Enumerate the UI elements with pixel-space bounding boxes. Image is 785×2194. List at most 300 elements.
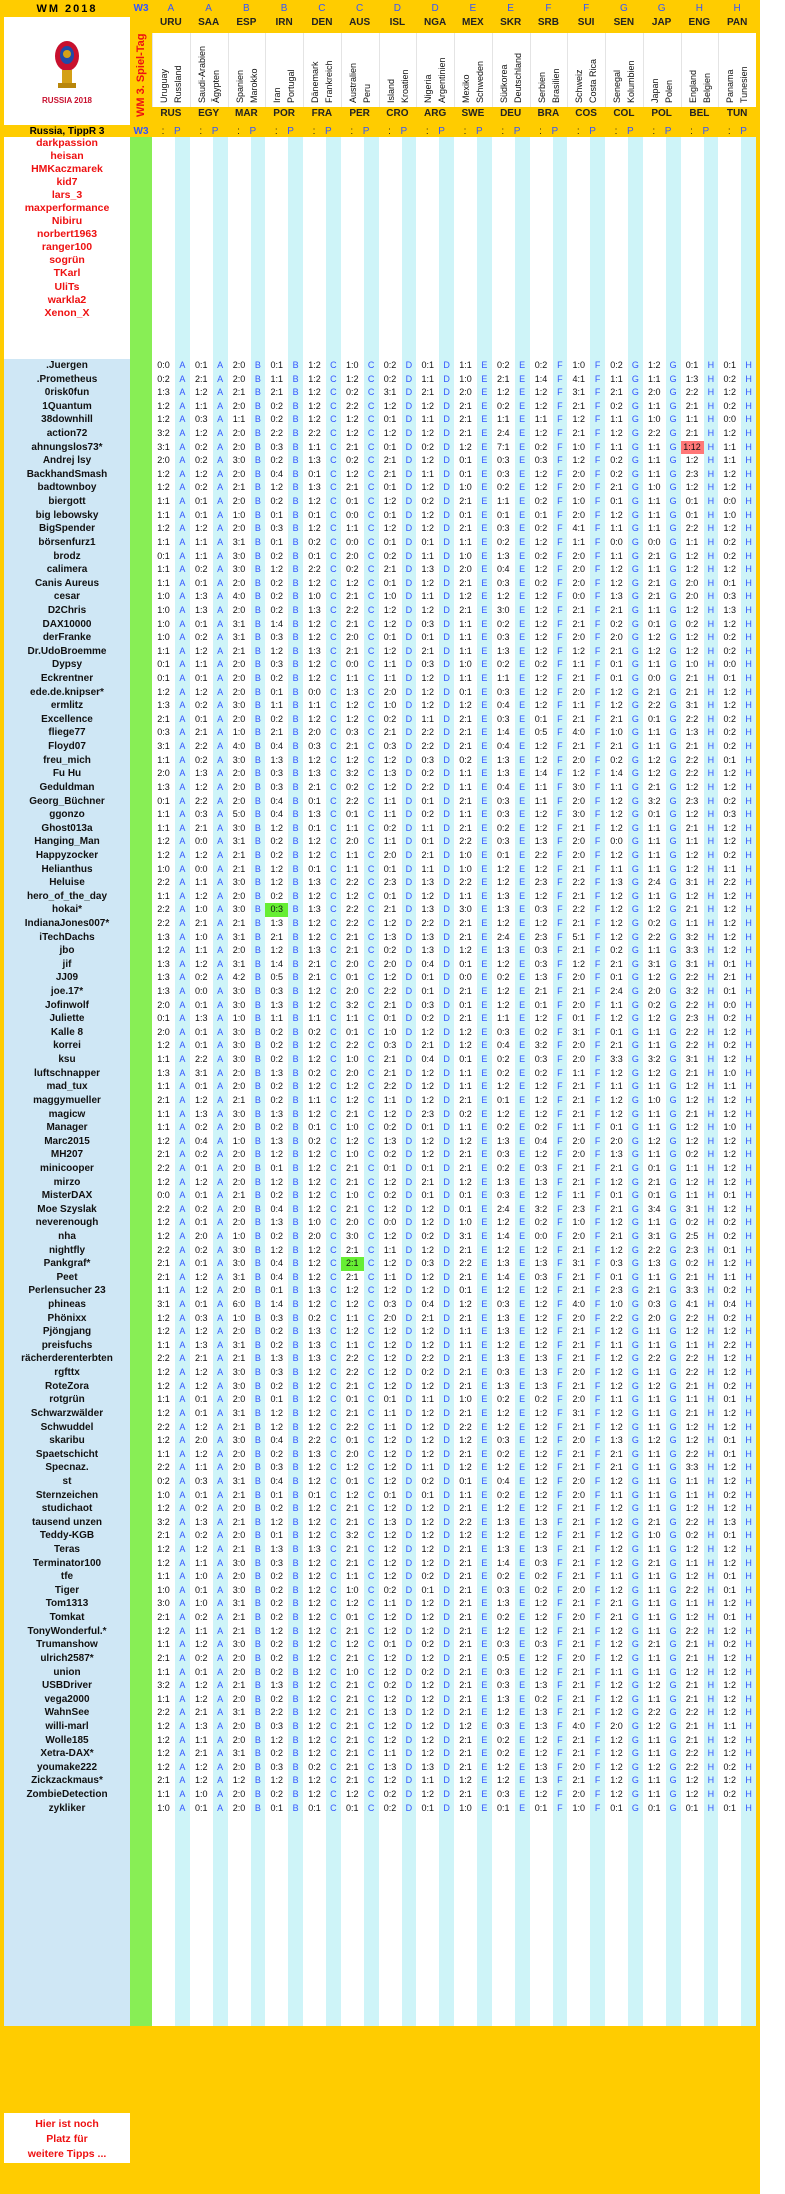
tip-cell bbox=[303, 1325, 341, 1339]
tip-score: 0:1 bbox=[383, 863, 397, 874]
tip-group-letter: A bbox=[179, 550, 186, 561]
tip-cell bbox=[530, 863, 568, 877]
tip-score: 2:1 bbox=[232, 387, 246, 398]
tip-cell bbox=[379, 1666, 417, 1680]
tip-cell bbox=[341, 1352, 379, 1366]
tip-score: 1:2 bbox=[610, 1788, 623, 1799]
tip-group-letter: B bbox=[292, 1380, 299, 1391]
tip-cell bbox=[265, 754, 303, 768]
tip-group-letter: D bbox=[443, 1176, 450, 1187]
tip-cell bbox=[341, 944, 379, 958]
tip-group-letter: C bbox=[330, 1299, 337, 1310]
tip-cell bbox=[379, 1802, 417, 1816]
tip-cell bbox=[454, 1230, 492, 1244]
tip-score: 2:0 bbox=[232, 1448, 246, 1459]
points-separator: : bbox=[312, 126, 316, 137]
tip-score: 2:1 bbox=[572, 673, 585, 684]
tip-group-letter: G bbox=[669, 754, 677, 765]
tip-group-letter: G bbox=[631, 877, 639, 888]
tip-group-letter: B bbox=[292, 877, 299, 888]
tip-group-letter: E bbox=[481, 1081, 488, 1092]
tip-score: 2:2 bbox=[383, 1081, 397, 1092]
tip-cell bbox=[605, 1067, 643, 1081]
tip-cell bbox=[605, 1638, 643, 1652]
tip-score: 0:3 bbox=[496, 1666, 510, 1677]
tip-score: 1:0 bbox=[685, 659, 699, 670]
tip-group-letter: B bbox=[292, 1217, 299, 1228]
tip-cell bbox=[643, 1135, 681, 1149]
tip-group-letter: E bbox=[481, 809, 488, 820]
tip-cell bbox=[492, 536, 530, 550]
tip-score: 1:3 bbox=[534, 1353, 548, 1364]
tip-group-letter: C bbox=[330, 1693, 337, 1704]
tip-cell bbox=[492, 699, 530, 713]
tip-score: 1:3 bbox=[496, 550, 510, 561]
tip-group-letter: G bbox=[669, 1707, 677, 1718]
tip-group-letter: A bbox=[217, 1530, 224, 1541]
tip-cell bbox=[643, 1584, 681, 1598]
tip-cell bbox=[643, 1666, 681, 1680]
tip-score: 1:3 bbox=[496, 645, 510, 656]
tip-cell bbox=[416, 563, 454, 577]
tip-cell bbox=[152, 1802, 190, 1816]
tip-cell bbox=[190, 1448, 228, 1462]
tip-group-letter: H bbox=[707, 550, 715, 561]
tip-group-letter: B bbox=[254, 1802, 261, 1813]
tip-score: 1:1 bbox=[459, 1122, 472, 1133]
points-separator: : bbox=[388, 126, 391, 137]
tip-cell bbox=[152, 713, 190, 727]
tip-group-letter: A bbox=[217, 1761, 224, 1772]
tip-cell bbox=[605, 931, 643, 945]
tip-cell bbox=[228, 577, 266, 591]
tip-score: 1:2 bbox=[610, 564, 623, 575]
tip-group-letter: G bbox=[631, 1258, 639, 1269]
tip-group-letter: C bbox=[367, 632, 375, 643]
tip-cell bbox=[567, 999, 605, 1013]
tip-group-letter: D bbox=[443, 1734, 450, 1745]
tip-cell bbox=[643, 631, 681, 645]
tip-group-letter: F bbox=[557, 1013, 563, 1024]
tip-group-letter: E bbox=[481, 1190, 488, 1201]
tip-cell bbox=[530, 1434, 568, 1448]
tip-score: 1:2 bbox=[157, 945, 170, 956]
tip-cell bbox=[190, 1638, 228, 1652]
tip-score: 1:3 bbox=[308, 1326, 321, 1337]
tip-cell bbox=[190, 1611, 228, 1625]
tip-group-letter: B bbox=[292, 509, 299, 520]
team-code: SRB bbox=[537, 17, 559, 28]
tip-cell bbox=[605, 1352, 643, 1366]
tip-score: 0:1 bbox=[610, 1802, 623, 1813]
tip-group-letter: B bbox=[254, 1707, 261, 1718]
tip-score: 2:0 bbox=[308, 727, 321, 738]
tip-score: 1:2 bbox=[610, 577, 623, 588]
tip-group-letter: A bbox=[217, 400, 224, 411]
tip-score: 0:1 bbox=[383, 1489, 397, 1500]
tip-group-letter: C bbox=[330, 1666, 337, 1677]
tip-cell bbox=[567, 835, 605, 849]
tip-score: 2:1 bbox=[572, 1707, 585, 1718]
tip-group-letter: D bbox=[405, 781, 413, 792]
tip-group-letter: A bbox=[179, 781, 186, 792]
tip-score: 1:2 bbox=[610, 1680, 623, 1691]
tip-score: 3:1 bbox=[572, 1407, 585, 1418]
tip-score: 1:2 bbox=[572, 768, 585, 779]
tip-cell bbox=[152, 427, 190, 441]
tip-cell bbox=[190, 400, 228, 414]
tip-group-letter: B bbox=[254, 1054, 261, 1065]
tip-score: 0:1 bbox=[421, 1802, 434, 1813]
tip-score: 1:2 bbox=[421, 1435, 434, 1446]
tip-cell bbox=[190, 1121, 228, 1135]
tip-score: 2:0 bbox=[194, 1435, 208, 1446]
tip-score: 1:1 bbox=[647, 1693, 661, 1704]
tip-score: 1:2 bbox=[496, 917, 510, 928]
tip-group-letter: B bbox=[292, 1067, 299, 1078]
tip-cell bbox=[530, 1774, 568, 1788]
tip-cell bbox=[492, 1380, 530, 1394]
tip-cell bbox=[379, 386, 417, 400]
tip-cell bbox=[228, 1706, 266, 1720]
tip-group-letter: B bbox=[254, 659, 261, 670]
tip-cell bbox=[265, 454, 303, 468]
tip-group-letter: D bbox=[443, 1258, 450, 1269]
tip-group-letter: F bbox=[557, 1748, 563, 1759]
tip-cell bbox=[341, 1774, 379, 1788]
tip-group-letter: D bbox=[405, 1421, 413, 1432]
tip-score: 0:3 bbox=[496, 836, 510, 847]
tip-score: 0:1 bbox=[685, 496, 699, 507]
tip-score: 1:0 bbox=[308, 1217, 321, 1228]
tip-cell bbox=[152, 903, 190, 917]
tip-score: 0:1 bbox=[194, 1802, 208, 1813]
tip-cell bbox=[379, 1584, 417, 1598]
tip-group-letter: D bbox=[443, 781, 450, 792]
tip-score: 0:1 bbox=[383, 1013, 397, 1024]
tip-cell bbox=[643, 1516, 681, 1530]
tip-cell bbox=[643, 999, 681, 1013]
tip-group-letter: E bbox=[519, 972, 526, 983]
tip-group-letter: A bbox=[179, 1394, 186, 1405]
tip-score: 2:1 bbox=[383, 564, 397, 575]
tip-group-letter: E bbox=[519, 1557, 526, 1568]
tip-cell bbox=[605, 1176, 643, 1190]
tip-group-letter: D bbox=[443, 360, 450, 370]
tip-group-letter: G bbox=[669, 1720, 677, 1731]
tip-score: 0:2 bbox=[496, 1162, 510, 1173]
tip-cell bbox=[530, 1489, 568, 1503]
tip-score: 2:1 bbox=[383, 455, 397, 466]
tip-cell bbox=[228, 359, 266, 373]
tip-score: 0:1 bbox=[345, 1475, 359, 1486]
tip-group-letter: A bbox=[217, 1544, 224, 1555]
tip-cell bbox=[190, 1461, 228, 1475]
tip-group-letter: F bbox=[594, 387, 601, 398]
tip-cell bbox=[416, 1176, 454, 1190]
tip-score: 2:1 bbox=[345, 1775, 359, 1786]
tip-score: 3:1 bbox=[685, 700, 699, 711]
tip-score: 0:0 bbox=[610, 836, 623, 847]
tip-group-letter: H bbox=[707, 564, 715, 575]
tip-cell bbox=[190, 1502, 228, 1516]
tip-score: 1:3 bbox=[308, 945, 321, 956]
tip-cell bbox=[379, 903, 417, 917]
tip-group-letter: C bbox=[330, 428, 337, 439]
tip-score: 1:1 bbox=[421, 713, 434, 724]
tip-score: 1:1 bbox=[572, 536, 585, 547]
tip-score: 1:2 bbox=[534, 591, 548, 602]
tip-group-letter: C bbox=[367, 1203, 375, 1214]
tip-cell bbox=[643, 1012, 681, 1026]
tip-group-letter: F bbox=[594, 1544, 601, 1555]
tip-cell bbox=[190, 1366, 228, 1380]
tip-cell bbox=[492, 931, 530, 945]
tip-cell bbox=[454, 631, 492, 645]
team-code: AUS bbox=[349, 17, 371, 28]
tip-cell bbox=[492, 1216, 530, 1230]
tip-score: 1:3 bbox=[421, 904, 434, 915]
tip-cell bbox=[341, 413, 379, 427]
tip-score: 1:1 bbox=[496, 1013, 510, 1024]
tip-score: 1:2 bbox=[459, 1135, 472, 1146]
tip-score: 1:2 bbox=[157, 836, 170, 847]
tip-group-letter: B bbox=[254, 741, 261, 752]
tip-cell bbox=[341, 1584, 379, 1598]
tip-group-letter: B bbox=[292, 1788, 299, 1799]
tip-cell bbox=[152, 795, 190, 809]
tip-cell bbox=[567, 1053, 605, 1067]
tip-group-letter: E bbox=[519, 618, 526, 629]
tip-score: 1:1 bbox=[647, 1503, 661, 1514]
tip-group-letter: B bbox=[292, 1339, 299, 1350]
tip-group-letter: C bbox=[330, 1162, 337, 1173]
tip-group-letter: B bbox=[292, 1775, 299, 1786]
tip-cell bbox=[681, 740, 719, 754]
tip-score: 1:1 bbox=[647, 1081, 661, 1092]
tip-score: 0:1 bbox=[383, 1394, 397, 1405]
tip-cell bbox=[341, 849, 379, 863]
tip-score: 1:2 bbox=[308, 1258, 321, 1269]
tip-score: 1:2 bbox=[421, 1407, 434, 1418]
tip-group-letter: B bbox=[292, 795, 299, 806]
tip-cell bbox=[152, 740, 190, 754]
tip-score: 1:2 bbox=[534, 400, 548, 411]
tip-cell bbox=[454, 1584, 492, 1598]
tip-group-letter: B bbox=[292, 1462, 299, 1473]
tip-cell bbox=[643, 1203, 681, 1217]
tip-cell bbox=[643, 1543, 681, 1557]
tip-group-letter: A bbox=[217, 1040, 224, 1051]
tip-group-letter: E bbox=[519, 373, 526, 384]
points-separator: : bbox=[727, 126, 731, 137]
tip-score: 1:0 bbox=[459, 482, 472, 493]
tip-score: 1:1 bbox=[459, 536, 472, 547]
tip-cell bbox=[530, 1652, 568, 1666]
tip-group-letter: E bbox=[519, 1462, 526, 1473]
tip-group-letter: A bbox=[217, 1026, 224, 1037]
tip-group-letter: D bbox=[405, 1557, 413, 1568]
tip-group-letter: F bbox=[557, 1203, 563, 1214]
tip-group-letter: C bbox=[330, 1312, 337, 1323]
tip-score: 3:0 bbox=[157, 1598, 170, 1609]
tip-group-letter: E bbox=[481, 1394, 488, 1405]
tip-group-letter: C bbox=[330, 1584, 337, 1595]
tip-score: 1:0 bbox=[194, 1571, 208, 1582]
tip-group-letter: G bbox=[631, 1040, 639, 1051]
tip-score: 1:2 bbox=[383, 917, 397, 928]
tip-group-letter: D bbox=[405, 741, 413, 752]
tip-score: 1:2 bbox=[383, 1367, 397, 1378]
tip-cell bbox=[643, 1067, 681, 1081]
tip-group-letter: E bbox=[519, 1176, 526, 1187]
tip-score: 1:2 bbox=[647, 645, 661, 656]
tip-group-letter: C bbox=[330, 972, 337, 983]
tipper-name: action72 bbox=[46, 428, 88, 440]
tip-score: 2:0 bbox=[572, 509, 585, 520]
tip-cell bbox=[190, 1216, 228, 1230]
tip-cell bbox=[492, 495, 530, 509]
tip-cell bbox=[379, 808, 417, 822]
tip-group-letter: A bbox=[179, 1081, 186, 1092]
team-code: PER bbox=[349, 108, 370, 119]
tip-cell bbox=[492, 1734, 530, 1748]
tip-score: 1:2 bbox=[496, 591, 510, 602]
tip-group-letter: C bbox=[367, 1285, 375, 1296]
tip-score: 1:1 bbox=[194, 945, 208, 956]
tip-group-letter: D bbox=[405, 496, 413, 507]
tip-score: 1:2 bbox=[534, 564, 548, 575]
tip-score: 1:0 bbox=[232, 509, 246, 520]
tip-cell bbox=[303, 359, 341, 373]
tip-cell bbox=[152, 481, 190, 495]
tip-score: 2:1 bbox=[308, 781, 321, 792]
tip-cell bbox=[454, 971, 492, 985]
tip-group-letter: C bbox=[330, 1530, 337, 1541]
pending-tipper-name: heisan bbox=[50, 150, 84, 163]
tip-cell bbox=[416, 509, 454, 523]
tip-cell bbox=[643, 522, 681, 536]
tip-score: 0:2 bbox=[270, 1054, 283, 1065]
tip-score: 0:2 bbox=[270, 1326, 283, 1337]
tip-score: 1:2 bbox=[270, 1244, 283, 1255]
tip-group-letter: F bbox=[557, 1571, 563, 1582]
tip-score: 1:2 bbox=[194, 849, 208, 860]
tip-cell bbox=[379, 1393, 417, 1407]
tip-score: 2:0 bbox=[572, 836, 585, 847]
tip-cell bbox=[454, 781, 492, 795]
tip-score: 1:2 bbox=[194, 890, 208, 901]
tip-cell bbox=[379, 495, 417, 509]
tip-cell bbox=[265, 1012, 303, 1026]
tip-group-letter: B bbox=[292, 1394, 299, 1405]
tip-score: 0:3 bbox=[496, 1680, 510, 1691]
tip-score: 1:1 bbox=[610, 1571, 623, 1582]
tip-cell bbox=[530, 1312, 568, 1326]
tip-group-letter: F bbox=[557, 1407, 563, 1418]
tip-cell bbox=[605, 1135, 643, 1149]
tip-score: 0:2 bbox=[383, 822, 397, 833]
tip-group-letter: D bbox=[405, 618, 413, 629]
tip-cell bbox=[265, 495, 303, 509]
tip-group-letter: F bbox=[594, 713, 601, 724]
tip-score: 1:2 bbox=[421, 1094, 434, 1105]
tip-cell bbox=[341, 1148, 379, 1162]
tip-group-letter: F bbox=[594, 1707, 601, 1718]
tip-cell bbox=[416, 1421, 454, 1435]
tip-cell bbox=[190, 767, 228, 781]
tip-group-letter: A bbox=[179, 945, 186, 956]
matchday-label bbox=[130, 17, 152, 125]
tip-group-letter: A bbox=[179, 1026, 186, 1037]
tip-group-letter: A bbox=[179, 360, 186, 370]
tip-cell bbox=[530, 1094, 568, 1108]
tip-group-letter: B bbox=[292, 536, 299, 547]
tip-cell bbox=[265, 1557, 303, 1571]
tip-score: 1:1 bbox=[194, 1557, 208, 1568]
tip-group-letter: E bbox=[519, 673, 526, 684]
points-cell bbox=[190, 126, 228, 137]
tip-cell bbox=[341, 835, 379, 849]
tip-group-letter: C bbox=[367, 1612, 375, 1623]
tip-cell bbox=[303, 1108, 341, 1122]
tip-group-letter: G bbox=[631, 1149, 639, 1160]
tip-score: 1:1 bbox=[157, 1122, 170, 1133]
tip-cell bbox=[530, 481, 568, 495]
tip-cell bbox=[303, 1189, 341, 1203]
tip-score: 0:2 bbox=[194, 1244, 208, 1255]
tip-cell bbox=[567, 1148, 605, 1162]
tip-cell bbox=[643, 1366, 681, 1380]
tip-score: 1:2 bbox=[157, 1231, 170, 1241]
tip-group-letter: G bbox=[631, 1367, 639, 1378]
tip-group-letter: G bbox=[631, 468, 639, 479]
tip-group-letter: G bbox=[669, 986, 677, 997]
tip-score: 0:2 bbox=[534, 496, 548, 507]
tip-group-letter: B bbox=[292, 1190, 299, 1201]
tip-cell bbox=[530, 1421, 568, 1435]
tip-group-letter: D bbox=[443, 1217, 450, 1228]
tip-score: 1:2 bbox=[308, 1176, 321, 1187]
tip-score: 2:1 bbox=[610, 1462, 623, 1473]
tip-cell bbox=[605, 536, 643, 550]
tip-cell bbox=[152, 658, 190, 672]
tip-group-letter: C bbox=[330, 1748, 337, 1759]
tip-group-letter: F bbox=[594, 1026, 601, 1037]
tip-group-letter: E bbox=[481, 1652, 488, 1663]
tip-cell bbox=[341, 1679, 379, 1693]
tip-cell bbox=[228, 1761, 266, 1775]
tip-score: 1:1 bbox=[157, 1285, 170, 1296]
tip-group-letter: B bbox=[292, 523, 299, 534]
tip-cell bbox=[228, 808, 266, 822]
tip-group-letter: B bbox=[292, 1612, 299, 1623]
tip-cell bbox=[379, 1570, 417, 1584]
tip-cell bbox=[643, 1339, 681, 1353]
tip-score: 0:1 bbox=[383, 1639, 397, 1650]
tip-score: 1:2 bbox=[610, 890, 623, 901]
tip-group-letter: F bbox=[557, 1054, 563, 1065]
tip-group-letter: D bbox=[443, 917, 450, 928]
team-name: Frankreich bbox=[324, 60, 334, 103]
match-column bbox=[530, 137, 568, 2026]
tip-score: 1:1 bbox=[647, 849, 661, 860]
tip-score: 1:2 bbox=[459, 441, 472, 452]
tip-group-letter: E bbox=[519, 822, 526, 833]
tip-cell bbox=[681, 849, 719, 863]
tip-group-letter: D bbox=[405, 1162, 413, 1173]
tip-group-letter: E bbox=[519, 1040, 526, 1051]
